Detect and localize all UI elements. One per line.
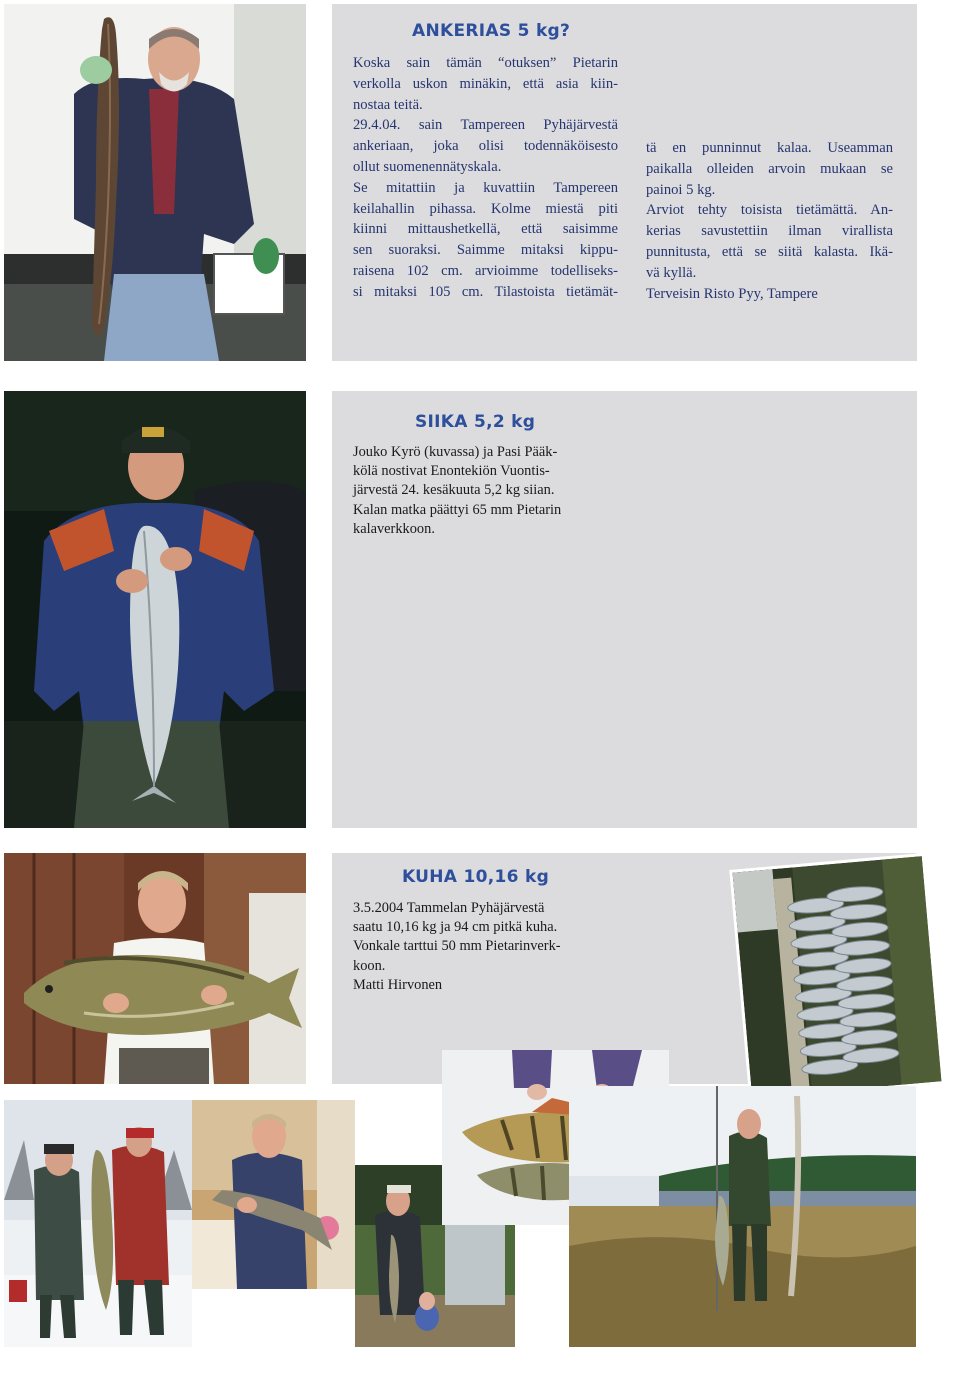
siika-photo xyxy=(4,391,306,828)
text-line: kerias savustettiin ilman virallista xyxy=(646,223,893,240)
text-line: paikalla olleiden arvoin mukaan se xyxy=(646,160,893,177)
text-line: verkolla uskon minäkin, että asia kiin- xyxy=(353,75,618,92)
text-line: Koska sain tämän “otuksen” Pietarin xyxy=(353,55,618,71)
ankerias-column-2 xyxy=(646,138,893,304)
kuha-title: KUHA 10,16 kg xyxy=(402,867,550,887)
text-line: saatu 10,16 kg ja 94 cm pitkä kuha. xyxy=(353,919,558,936)
kitchen-fish-photo xyxy=(192,1100,355,1289)
text-line: Matti Hirvonen xyxy=(353,976,443,993)
text-line: sen suoraksi. Saimme mitaksi kippu- xyxy=(353,242,618,259)
text-line: kalaverkkoon. xyxy=(353,520,435,537)
text-line: Se mitattiin ja kuvattiin Tampereen xyxy=(353,179,618,196)
siika-text xyxy=(353,443,593,539)
text-line: kölä nostivat Enontekiön Vuontis- xyxy=(353,463,550,480)
text-line: si mitaksi 105 cm. Tilastoista tietämät- xyxy=(353,283,618,300)
kuha-photo xyxy=(4,853,306,1084)
text-line: vä kyllä. xyxy=(646,264,697,281)
text-line: Terveisin Risto Pyy, Tampere xyxy=(646,285,818,302)
text-line: 3.5.2004 Tammelan Pyhäjärvestä xyxy=(353,900,545,916)
text-line: Jouko Kyrö (kuvassa) ja Pasi Pääk- xyxy=(353,444,558,460)
ankerias-title: ANKERIAS 5 kg? xyxy=(412,21,571,41)
siika-title: SIIKA 5,2 kg xyxy=(415,412,536,432)
text-line: raisena 102 cm. arvioimme todelliseks- xyxy=(353,262,618,279)
text-line: punnitusta, että se siitä kalasta. Ikä- xyxy=(646,243,893,260)
lakeside-fish-photo xyxy=(569,1086,916,1347)
ankerias-column-1 xyxy=(353,53,618,303)
text-line: ollut suomenennätyskala. xyxy=(353,158,502,175)
text-line: nostaa teitä. xyxy=(353,96,423,113)
text-line: kiinni mittaushetkellä, että saisimme xyxy=(353,221,618,238)
text-line: järvestä 24. kesäkuuta 5,2 kg siian. xyxy=(353,482,555,499)
text-line: Kalan matka päättyi 65 mm Pietarin xyxy=(353,501,562,518)
text-line: Arviot tehty toisista tietämättä. An- xyxy=(646,202,893,219)
text-line: 29.4.04. sain Tampereen Pyhäjärvestä xyxy=(353,117,618,134)
fish-rack-photo xyxy=(733,856,942,1098)
text-line: ankeriaan, joka olisi todennäköisesto xyxy=(353,138,618,155)
text-line: keilahallin pihassa. Kolme miestä piti xyxy=(353,200,618,217)
text-line: koon. xyxy=(353,957,386,974)
text-line: Vonkale tarttui 50 mm Pietarinverk- xyxy=(353,938,561,955)
winter-pike-photo xyxy=(4,1100,192,1347)
text-line: painoi 5 kg. xyxy=(646,181,716,198)
kuha-text xyxy=(353,899,603,995)
ankerias-photo xyxy=(4,4,306,361)
text-line: tä en punninnut kalaa. Useamman xyxy=(646,140,893,156)
